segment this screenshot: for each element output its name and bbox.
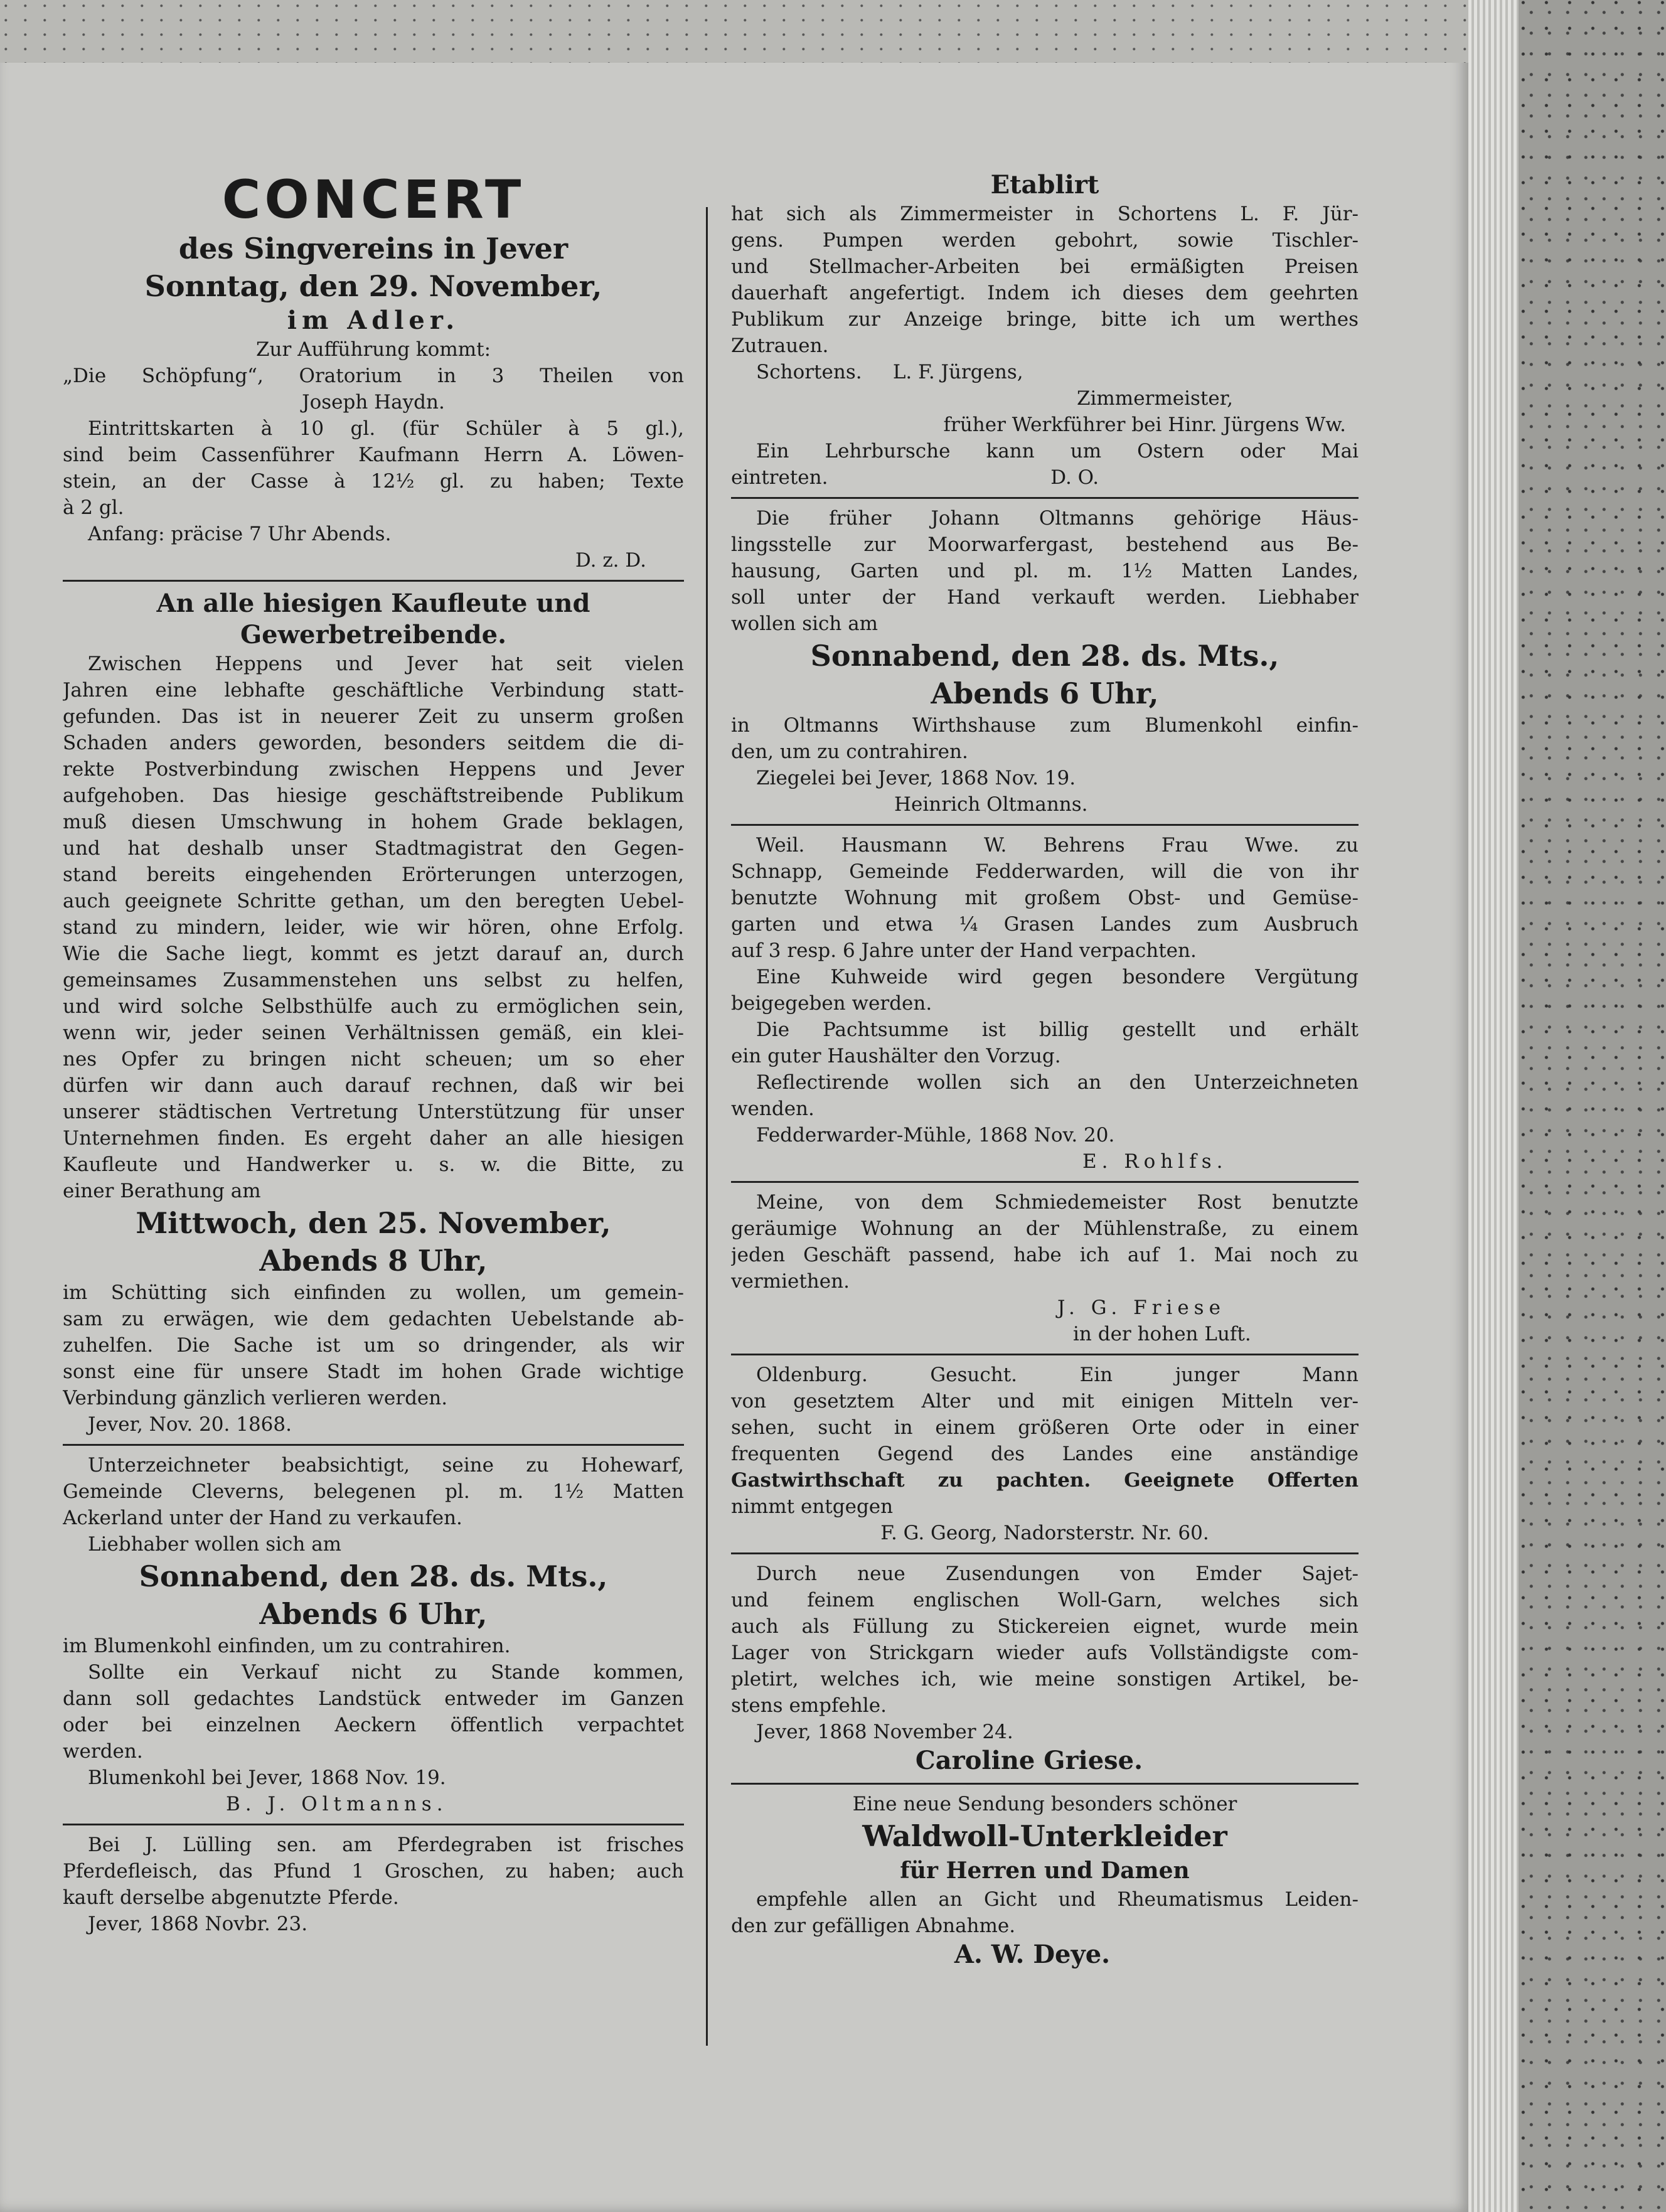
underwear-subheading: für Herren und Damen [900, 1857, 1190, 1884]
concert-line: à 2 gl. [63, 496, 124, 519]
cottage-time: Abends 6 Uhr, [931, 676, 1159, 710]
established-line: hat sich als Zimmermeister in Schortens L. F. Jür- [731, 203, 1359, 225]
merchants-line: sam zu erwägen, wie dem gedachten Uebelstande ab- [63, 1308, 684, 1330]
merchants-ad [63, 588, 684, 1438]
lease-ad [731, 832, 1359, 1175]
innkeeping-line: frequenten Gegend des Landes eine anständige [731, 1443, 1359, 1465]
lease-line: wenden. [731, 1098, 814, 1120]
concert-title: CONCERT [222, 169, 525, 230]
concert-line: Eintrittskarten à 10 gl. (für Schüler à 5 gl.), [88, 417, 684, 440]
merchants-line: gemeinsames Zusammenstehen uns selbst zu helfen, [63, 969, 684, 991]
cottage-signature: Heinrich Oltmanns. [894, 793, 1088, 816]
horsemeat-dateline: Jever, 1868 Novbr. 23. [88, 1913, 308, 1935]
merchants-line: sonst eine für unsere Stadt im hohen Grade wichtige [63, 1360, 684, 1383]
land-sale-time: Abends 6 Uhr, [259, 1597, 488, 1631]
land-sale-dateline: Blumenkohl bei Jever, 1868 Nov. 19. [88, 1766, 446, 1789]
land-sale-line: Unterzeichneter beabsichtigt, seine zu Hohewarf, [88, 1454, 684, 1477]
established-line: dauerhaft angefertigt. Indem ich dieses dem geehrten [731, 282, 1359, 304]
merchants-line: und hat deshalb unser Stadtmagistrat den Gegen- [63, 837, 684, 860]
cottage-date: Sonnabend, den 28. ds. Mts., [810, 639, 1279, 673]
left-column [63, 169, 684, 1937]
established-signature: Zimmermeister, [1076, 387, 1233, 410]
merchants-line: muß diesen Umschwung in hohem Grade beklagen, [63, 811, 684, 833]
divider [731, 1552, 1359, 1554]
merchants-line: gefunden. Das ist in neuerer Zeit zu unserm großen [63, 705, 684, 728]
merchants-line: einer Berathung am [63, 1180, 261, 1202]
lease-line: benutzte Wohnung mit großem Obst- und Gemüse- [731, 887, 1359, 909]
established-line: Zutrauen. [731, 334, 829, 357]
divider [63, 1444, 684, 1446]
merchants-line: stand bereits eingehenden Erörterungen unterzogen, [63, 863, 684, 886]
established-ad [731, 169, 1359, 491]
land-sale-signature: B. J. Oltmanns. [226, 1793, 448, 1815]
lease-line: garten und etwa ¼ Grasen Landes zum Ausbruch [731, 913, 1359, 936]
merchants-line: Unternehmen finden. Es ergeht daher an alle hiesigen [63, 1127, 684, 1150]
merchants-heading: An alle hiesigen Kaufleute und [156, 589, 590, 618]
merchants-line: rekte Postverbindung zwischen Heppens und Jever [63, 758, 684, 781]
cottage-line: in Oltmanns Wirthshause zum Blumenkohl einfin- [731, 714, 1359, 737]
yarn-dateline: Jever, 1868 November 24. [756, 1721, 1013, 1743]
underwear-signature: A. W. Deye. [954, 1940, 1111, 1969]
lease-line: Reflectirende wollen sich an den Unterzeichneten [756, 1071, 1359, 1094]
merchants-heading: Gewerbetreibende. [240, 620, 507, 649]
lease-line: Schnapp, Gemeinde Fedderwarden, will die von ihr [731, 860, 1359, 883]
innkeeping-line: Gastwirthschaft zu pachten. Geeignete Offerten [731, 1469, 1359, 1492]
merchants-date: Mittwoch, den 25. November, [136, 1206, 611, 1240]
land-sale-line: im Blumenkohl einfinden, um zu contrahiren. [63, 1635, 511, 1657]
merchants-line: Schaden anders geworden, besonders seitdem die di- [63, 732, 684, 754]
divider [731, 1783, 1359, 1785]
concert-line: Anfang: präcise 7 Uhr Abends. [88, 523, 392, 545]
land-sale-line: oder bei einzelnen Aeckern öffentlich verpachtet [63, 1714, 684, 1736]
apartment-line: vermiethen. [731, 1270, 850, 1293]
yarn-line: und feinem englischen Woll-Garn, welches sich [731, 1589, 1359, 1611]
yarn-signature: Caroline Griese. [915, 1746, 1143, 1775]
apartment-ad [731, 1189, 1359, 1347]
concert-line: sind beim Cassenführer Kaufmann Herrn A. Löwen- [63, 444, 684, 466]
established-line: Ein Lehrbursche kann um Ostern oder Mai [756, 440, 1359, 462]
lease-line: beigegeben werden. [731, 992, 932, 1015]
underwear-heading: Waldwoll-Unterkleider [862, 1819, 1227, 1853]
concert-ad [63, 169, 684, 574]
horsemeat-ad [63, 1832, 684, 1937]
divider [63, 580, 684, 582]
merchants-line: stand zu mindern, leider, wie wir hören, ohne Erfolg. [63, 916, 684, 939]
divider [731, 824, 1359, 826]
right-column [731, 169, 1359, 1970]
innkeeping-line: nimmt entgegen [731, 1495, 894, 1518]
apartment-line: Meine, von dem Schmiedemeister Rost benutzte [756, 1191, 1359, 1214]
established-line: gens. Pumpen werden gebohrt, sowie Tischler- [731, 229, 1359, 252]
cottage-line: Die früher Johann Oltmanns gehörige Häus- [756, 507, 1359, 530]
lease-signature: E. Rohlfs. [1082, 1150, 1228, 1173]
apartment-signature: in der hohen Luft. [1073, 1323, 1251, 1345]
merchants-time: Abends 8 Uhr, [259, 1244, 488, 1278]
land-sale-line: dann soll gedachtes Landstück entweder im Ganzen [63, 1687, 684, 1710]
cottage-line: wollen sich am [731, 612, 878, 635]
merchants-line: nes Opfer zu bringen nicht scheuen; um so eher [63, 1048, 684, 1071]
land-sale-date: Sonnabend, den 28. ds. Mts., [139, 1559, 608, 1593]
apartment-line: jeden Geschäft passend, habe ich auf 1. Mai noch zu [731, 1244, 1359, 1266]
underwear-line: Eine neue Sendung besonders schöner [852, 1793, 1237, 1815]
cottage-line: soll unter der Hand verkauft werden. Liebhaber [731, 586, 1359, 609]
established-line: Publikum zur Anzeige bringe, bitte ich um werthes [731, 308, 1359, 331]
land-sale-line: Liebhaber wollen sich am [88, 1533, 342, 1556]
horsemeat-line: kauft derselbe abgenutzte Pferde. [63, 1886, 399, 1909]
innkeeping-line: Oldenburg. Gesucht. Ein junger Mann [756, 1364, 1359, 1386]
divider [731, 1354, 1359, 1355]
concert-line: „Die Schöpfung“, Oratorium in 3 Theilen von [63, 365, 684, 387]
land-sale-line: werden. [63, 1740, 143, 1763]
horsemeat-line: Bei J. Lülling sen. am Pferdegraben ist frisches [88, 1834, 684, 1856]
concert-signature: D. z. D. [575, 549, 646, 572]
lease-line: Weil. Hausmann W. Behrens Frau Wwe. zu [756, 834, 1359, 857]
land-sale-line: Ackerland unter der Hand zu verkaufen. [63, 1507, 462, 1529]
lease-dateline: Fedderwarder-Mühle, 1868 Nov. 20. [756, 1124, 1115, 1146]
merchants-line: zuhelfen. Die Sache ist um so dringender, als wir [63, 1334, 684, 1357]
concert-venue: im Adler. [287, 306, 460, 335]
established-heading: Etablirt [990, 170, 1099, 200]
established-line: eintreten. D. O. [731, 466, 1099, 489]
book-cover-edge [1519, 0, 1666, 2212]
cottage-line: lingsstelle zur Moorwarfergast, bestehend aus Be- [731, 533, 1359, 556]
yarn-ad [731, 1561, 1359, 1777]
lease-line: auf 3 resp. 6 Jahre unter der Hand verpachten. [731, 939, 1197, 962]
land-sale-line: Sollte ein Verkauf nicht zu Stande kommen, [88, 1661, 684, 1684]
merchants-line: dürfen wir dann auch darauf rechnen, daß wir bei [63, 1074, 684, 1097]
merchants-line: aufgehoben. Das hiesige geschäftstreibende Publikum [63, 784, 684, 807]
established-signature: Schortens. L. F. Jürgens, [756, 361, 1023, 383]
innkeeping-wanted-ad [731, 1362, 1359, 1546]
underwear-ad [731, 1791, 1359, 1970]
underwear-line: den zur gefälligen Abnahme. [731, 1915, 1016, 1937]
merchants-line: im Schütting sich einfinden zu wollen, um gemein- [63, 1281, 684, 1304]
merchants-line: und wird solche Selbsthülfe auch zu ermöglichen sein, [63, 995, 684, 1018]
concert-line: Zur Aufführung kommt: [255, 338, 491, 361]
divider [731, 1181, 1359, 1183]
merchants-line: Kaufleute und Handwerker u. s. w. die Bitte, zu [63, 1153, 684, 1176]
lease-line: ein guter Haushälter den Vorzug. [731, 1045, 1061, 1067]
concert-date: Sonntag, den 29. November, [144, 269, 602, 303]
concert-subtitle: des Singvereins in Jever [178, 232, 569, 265]
horsemeat-line: Pferdefleisch, das Pfund 1 Groschen, zu haben; auch [63, 1860, 684, 1883]
yarn-line: stens empfehle. [731, 1694, 887, 1717]
yarn-line: Durch neue Zusendungen von Emder Sajet- [756, 1563, 1359, 1585]
cottage-dateline: Ziegelei bei Jever, 1868 Nov. 19. [756, 767, 1076, 789]
cottage-line: hausung, Garten und pl. m. 1½ Matten Landes, [731, 560, 1359, 582]
concert-line: Joseph Haydn. [302, 391, 445, 414]
merchants-dateline: Jever, Nov. 20. 1868. [88, 1413, 292, 1436]
concert-line: stein, an der Casse à 12½ gl. zu haben; Texte [63, 470, 684, 493]
merchants-line: Zwischen Heppens und Jever hat seit vielen [88, 653, 684, 675]
land-sale-ad [63, 1452, 684, 1817]
divider [731, 497, 1359, 499]
merchants-line: Jahren eine lebhafte geschäftliche Verbindung statt- [63, 679, 684, 702]
innkeeping-signature: F. G. Georg, Nadorsterstr. Nr. 60. [880, 1522, 1209, 1544]
merchants-line: wenn wir, jeder seinen Verhältnissen gemäß, ein klei- [63, 1022, 684, 1044]
merchants-line: auch geeignete Schritte gethan, um den beregten Uebel- [63, 890, 684, 912]
underwear-line: empfehle allen an Gicht und Rheumatismus Leiden- [756, 1888, 1359, 1911]
land-sale-line: Gemeinde Cleverns, belegenen pl. m. 1½ Matten [63, 1480, 684, 1503]
established-line: und Stellmacher-Arbeiten bei ermäßigten Preisen [731, 255, 1359, 278]
lease-line: Eine Kuhweide wird gegen besondere Vergütung [756, 966, 1359, 988]
apartment-line: geräumige Wohnung an der Mühlenstraße, zu einem [731, 1217, 1359, 1240]
lease-line: Die Pachtsumme ist billig gestellt und erhält [756, 1018, 1359, 1041]
divider [63, 1824, 684, 1825]
innkeeping-line: sehen, sucht in einem größeren Orte oder in einer [731, 1416, 1359, 1439]
column-divider [706, 207, 708, 2046]
innkeeping-line: von gesetztem Alter und mit einigen Mitteln ver- [731, 1390, 1359, 1413]
established-signature: früher Werkführer bei Hinr. Jürgens Ww. [943, 414, 1346, 436]
yarn-line: auch als Füllung zu Stickereien eignet, wurde mein [731, 1615, 1359, 1638]
apartment-signature: J. G. Friese [1057, 1296, 1225, 1319]
cottage-sale-ad [731, 505, 1359, 818]
merchants-line: unserer städtischen Vertretung Unterstützung für unser [63, 1101, 684, 1123]
page-top-edge [0, 0, 1468, 63]
yarn-line: pletirt, welches ich, wie meine sonstigen Artikel, be- [731, 1668, 1359, 1691]
cottage-line: den, um zu contrahiren. [731, 740, 968, 763]
yarn-line: Lager von Strickgarn wieder aufs Vollständigste com- [731, 1642, 1359, 1664]
merchants-line: Wie die Sache liegt, kommt es jetzt darauf an, durch [63, 943, 684, 965]
merchants-line: Verbindung gänzlich verlieren werden. [63, 1387, 448, 1409]
